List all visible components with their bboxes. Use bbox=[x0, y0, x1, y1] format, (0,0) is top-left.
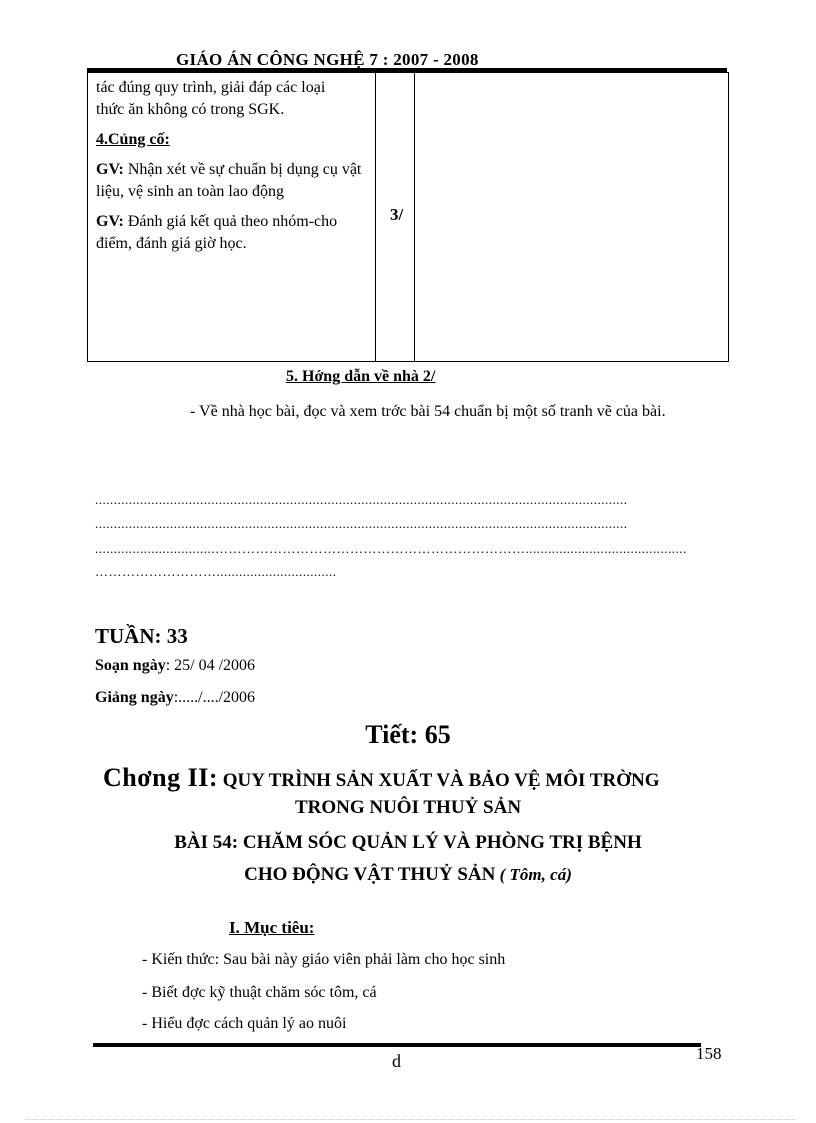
lesson-title-line-2 bbox=[0, 864, 816, 886]
gv-text: Đánh giá kết quả theo nhóm-cho điểm, đánh giá giờ học. bbox=[96, 213, 338, 252]
lesson-title-note: ( Tôm, cá) bbox=[495, 865, 572, 884]
period-title: Tiết: 65 bbox=[365, 720, 451, 749]
dotted-line: .............................................................................................................................................. bbox=[95, 492, 628, 507]
gv-label: GV: bbox=[96, 213, 124, 230]
week-heading: TUẦN: 33 bbox=[95, 624, 188, 648]
table-column-divider bbox=[375, 73, 376, 361]
dotted-line: ………………………................................ bbox=[95, 564, 337, 579]
gv-remark-2 bbox=[96, 211, 372, 255]
lesson-title-text: CHO ĐỘNG VẬT THUỶ SẢN bbox=[244, 864, 496, 885]
homework-title: 5. Hớng dẫn về nhà 2/ bbox=[286, 368, 436, 385]
page-edge-dotted-line bbox=[25, 1119, 795, 1120]
prep-date bbox=[95, 657, 255, 675]
gv-text: Nhận xét về sự chuẩn bị dụng cụ vật liệu, vệ sinh an toàn lao động bbox=[96, 161, 362, 200]
prep-date-label: Soạn ngày bbox=[95, 657, 166, 674]
objective-item: - Kiến thức: Sau bài này giáo viên phải làm cho học sinh bbox=[142, 951, 506, 968]
footer-letter: d bbox=[392, 1051, 401, 1071]
teach-date-label: Giảng ngày bbox=[95, 689, 174, 706]
teach-date-value: :...../..../2006 bbox=[173, 689, 256, 706]
page-header-title: GIÁO ÁN CÔNG NGHỆ 7 : 2007 - 2008 bbox=[176, 50, 479, 68]
chapter-title bbox=[103, 763, 659, 793]
chapter-title-text: QUY TRÌNH SẢN XUẤT VÀ BẢO VỆ MÔI TRỜNG bbox=[218, 770, 660, 791]
table-column-divider bbox=[414, 73, 415, 361]
lesson-table bbox=[87, 72, 729, 362]
prep-date-value: : 25/ 04 /2006 bbox=[165, 657, 256, 674]
lesson-title-line-1: BÀI 54: CHĂM SÓC QUẢN LÝ VÀ PHÒNG TRỊ BỆNH bbox=[174, 832, 642, 853]
homework-text: - Về nhà học bài, đọc và xem trớc bài 54 chuẩn bị một số tranh vẽ của bài. bbox=[190, 403, 666, 420]
chapter-title-line-2: TRONG NUÔI THUỶ SẢN bbox=[294, 797, 522, 818]
page-number: 158 bbox=[696, 1044, 722, 1063]
intro-line: thức ăn không có trong SGK. bbox=[96, 101, 285, 118]
teach-date bbox=[95, 689, 255, 707]
gv-label: GV: bbox=[96, 161, 124, 178]
dotted-line: .............................................................................................................................................. bbox=[95, 516, 628, 531]
dotted-line: ................................……………………………………………………………........................................... bbox=[95, 541, 687, 556]
objective-item: - Biết đợc kỹ thuật chăm sóc tôm, cá bbox=[142, 984, 377, 1001]
gv-remark-1 bbox=[96, 159, 372, 203]
time-cell: 3/ bbox=[390, 205, 404, 224]
chapter-label: Chơng II: bbox=[103, 763, 218, 792]
objective-item: - Hiểu đợc cách quản lý ao nuôi bbox=[142, 1015, 347, 1032]
section-heading: 4.Củng cố: bbox=[96, 131, 170, 148]
footer-rule bbox=[93, 1043, 701, 1047]
activity-cell bbox=[96, 77, 372, 255]
intro-line: tác đúng quy trình, giải đáp các loại bbox=[96, 79, 326, 96]
objectives-title: I. Mục tiêu: bbox=[229, 918, 315, 937]
